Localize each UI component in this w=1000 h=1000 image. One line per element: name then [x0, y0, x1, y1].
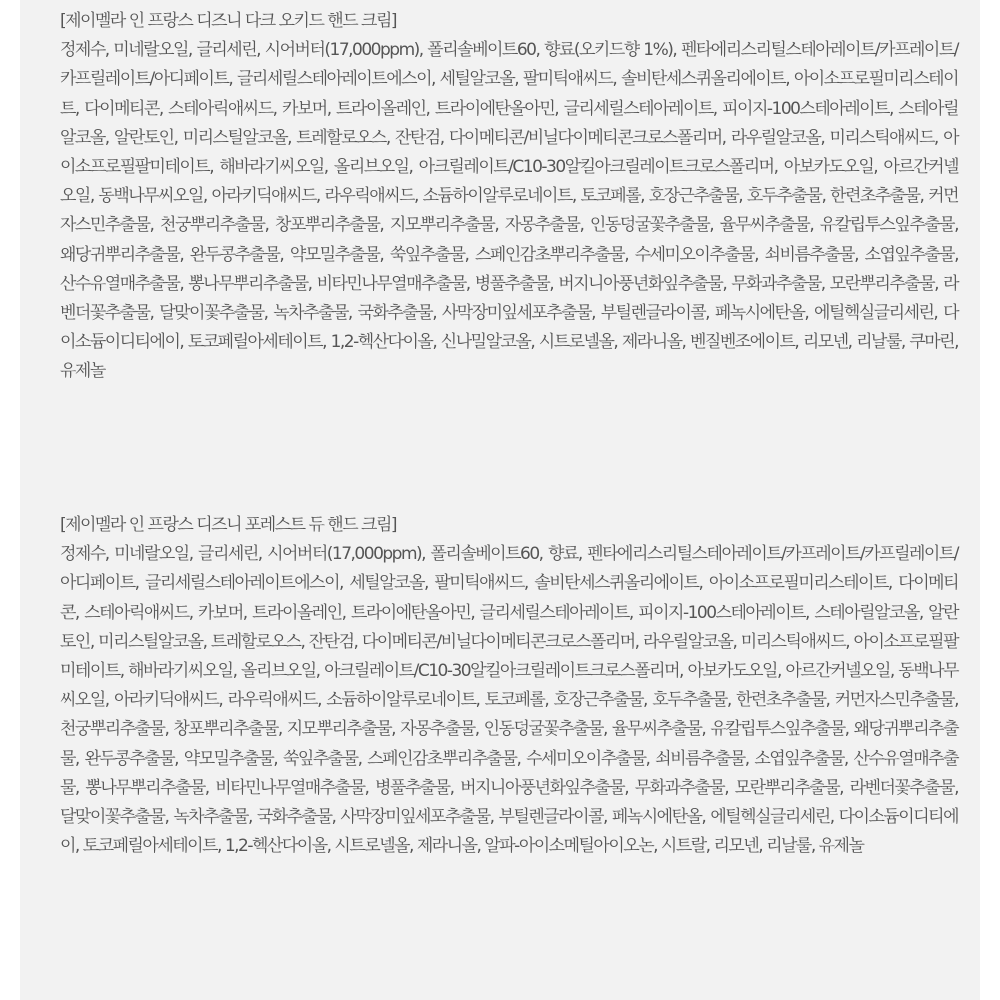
ingredients-panel	[20, 0, 980, 1000]
product-title: [제이멜라 인 프랑스 디즈니 포레스트 듀 핸드 크림]	[60, 515, 397, 535]
ingredient-list: 정제수, 미네랄오일, 글리세린, 시어버터(17,000ppm), 폴리솔베이트60, 향료(오키드향 1%), 펜타에리스리틸스테아레이트/카프레이트/카프릴레이트/아디페이트, 글리세릴스테아레이트에스이, 세틸알코올, 팔미틱애씨드, 솔비탄세스퀴올리에이트, 아이소프로필미리스테이트, 다이메티콘, 스테아릭애씨드, 카보머, 트라이올레인, 트라이에탄올아민, 글리세릴스테아레이트, 피이지-100스테아레이트, 스테아릴알코올, 알란토인, 미리스틸알코올, 트레할로오스, 잔탄검, 다이메티콘/비닐다이메티콘크로스폴리머, 라우릴알코올, 미리스틱애씨드, 아이소프로필팔미테이트, 해바라기씨오일, 올리브오일, 아크릴레이트/C10-30알킬아크릴레이트크로스폴리머, 아보카도오일, 아르간커넬오일, 동백나무씨오일, 아라키딕애씨드, 라우릭애씨드, 소듐하이알루로네이트, 토코페롤, 호장근추출물, 호두추출물, 한련초추출물, 커먼자스민추출물, 천궁뿌리추출물, 창포뿌리추출물, 지모뿌리추출물, 자몽추출물, 인동덩굴꽃추출물, 율무씨추출물, 유칼립투스잎추출물, 왜당귀뿌리추출물, 완두콩추출물, 약모밀추출물, 쑥잎추출물, 스페인감초뿌리추출물, 수세미오이추출물, 쇠비름추출물, 소엽잎추출물, 산수유열매추출물, 뽕나무뿌리추출물, 비타민나무열매추출물, 병풀추출물, 버지니아풍년화잎추출물, 무화과추출물, 모란뿌리추출물, 라벤더꽃추출물, 달맞이꽃추출물, 녹차추출물, 국화추출물, 사막장미잎세포추출물, 부틸렌글라이콜, 페녹시에탄올, 에틸헥실글리세린, 다이소듐이디티에이, 토코페릴아세테이트, 1,2-헥산다이올, 신나밀알코올, 시트로넬올, 제라니올, 벤질벤조에이트, 리모넨, 리날룰, 쿠마린, 유제놀	[60, 40, 958, 382]
product-ingredients-dark-orchid	[60, 7, 958, 387]
product-ingredients-forest-dew	[60, 511, 958, 861]
ingredient-list: 정제수, 미네랄오일, 글리세린, 시어버터(17,000ppm), 폴리솔베이트60, 향료, 펜타에리스리틸스테아레이트/카프레이트/카프릴레이트/아디페이트, 글리세릴스테아레이트에스이, 세틸알코올, 팔미틱애씨드, 솔비탄세스퀴올리에이트, 아이소프로필미리스테이트, 다이메티콘, 스테아릭애씨드, 카보머, 트라이올레인, 트라이에탄올아민, 글리세릴스테아레이트, 피이지-100스테아레이트, 스테아릴알코올, 알란토인, 미리스틸알코올, 트레할로오스, 잔탄검, 다이메티콘/비닐다이메티콘크로스폴리머, 라우릴알코올, 미리스틱애씨드, 아이소프로필팔미테이트, 해바라기씨오일, 올리브오일, 아크릴레이트/C10-30알킬아크릴레이트크로스폴리머, 아보카도오일, 아르간커넬오일, 동백나무씨오일, 아라키딕애씨드, 라우릭애씨드, 소듐하이알루로네이트, 토코페롤, 호장근추출물, 호두추출물, 한련초추출물, 커먼자스민추출물, 천궁뿌리추출물, 창포뿌리추출물, 지모뿌리추출물, 자몽추출물, 인동덩굴꽃추출물, 율무씨추출물, 유칼립투스잎추출물, 왜당귀뿌리추출물, 완두콩추출물, 약모밀추출물, 쑥잎추출물, 스페인감초뿌리추출물, 수세미오이추출물, 쇠비름추출물, 소엽잎추출물, 산수유열매추출물, 뽕나무뿌리추출물, 비타민나무열매추출물, 병풀추출물, 버지니아풍년화잎추출물, 무화과추출물, 모란뿌리추출물, 라벤더꽃추출물, 달맞이꽃추출물, 녹차추출물, 국화추출물, 사막장미잎세포추출물, 부틸렌글라이콜, 페녹시에탄올, 에틸헥실글리세린, 다이소듐이디티에이, 토코페릴아세테이트, 1,2-헥산다이올, 시트로넬올, 제라니올, 알파-아이소메틸아이오논, 시트랄, 리모넨, 리날룰, 유제놀	[60, 544, 958, 857]
product-title: [제이멜라 인 프랑스 디즈니 다크 오키드 핸드 크림]	[60, 11, 397, 31]
